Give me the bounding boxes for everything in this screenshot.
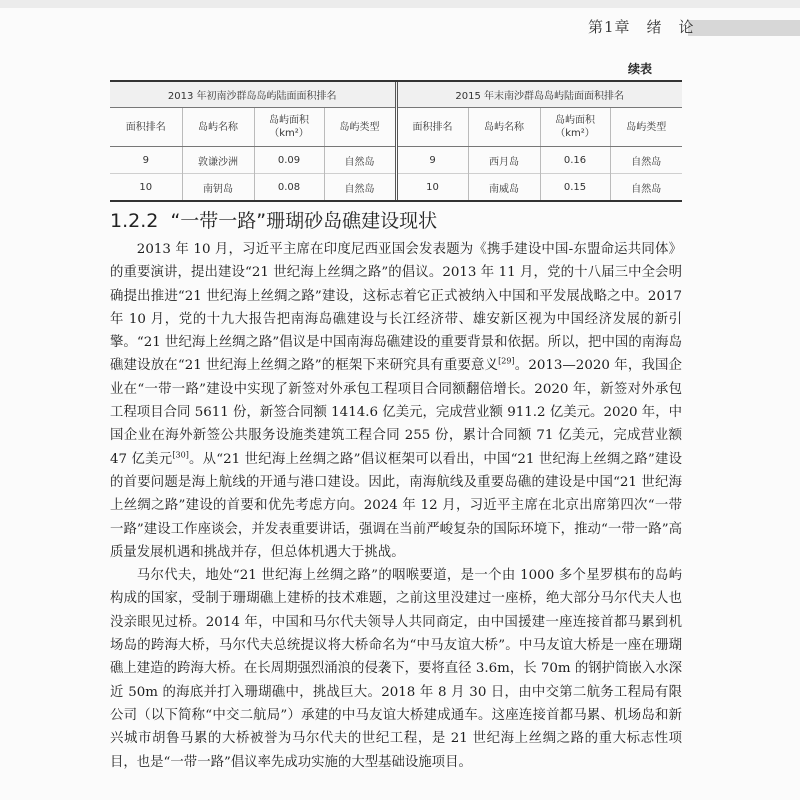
col-header-area-label: 岛屿面积 [269,115,309,126]
cell-left-rank: 10 [110,174,182,201]
body-text [110,238,682,774]
col-header-name: 岛屿名称 [182,108,254,147]
col-header-rank: 面积排名 [110,108,182,147]
table-left-title: 2013 年初南沙群岛岛屿陆面面积排名 [110,82,396,108]
cell-right-name: 南威岛 [468,174,540,201]
cell-right-name: 西月岛 [468,147,540,174]
section-title: “一带一路”珊瑚砂岛礁建设现状 [170,210,438,232]
col-header-name: 岛屿名称 [468,108,540,147]
paragraph-1-text-b: 。2013—2020 年，我国企业在“一带一路”建设中实现了新签对外承包工程项目合同额翻倍增长。2020 年，新签对外承包工程项目合同 5611 份，新签合同额 1414.6 亿美元，完成营业额 911.2 亿美元。2020 年，中国企业在海外新签公共服务设施类建筑工程合同 255 份，累计合同额 71 亿美元，完成营业额 47 亿美元 [110,358,682,467]
island-area-table [110,80,682,202]
cell-left-type: 自然岛 [324,147,396,174]
section-heading [110,206,437,233]
chapter-header: 第1章 绪 论 [588,18,695,36]
page-top-edge [0,0,800,8]
cell-right-rank: 10 [396,174,468,201]
cell-right-area: 0.16 [540,147,610,174]
cell-left-rank: 9 [142,154,149,166]
paragraph-1-text-a: 2013 年 10 月，习近平主席在印度尼西亚国会发表题为《携手建设中国-东盟命运共同体》的重要演讲，提出建设“21 世纪海上丝绸之路”的倡议。2013 年 11 月，党的十八届三中全会明确提出推进“21 世纪海上丝绸之路”建设，这标志着它正式被纳入中国和平发展战略之中。2017 年 10 月，党的十九大报告把南海岛礁建设与长江经济带、雄安新区视为中国经济发展的新引擎。“21 世纪海上丝绸之路”倡议是中国南海岛礁建设的重要背景和依据。所以，把中国的南海岛礁建设放在“21 世纪海上丝绸之路”的框架下来研究具有重要意义 [110,242,682,374]
paragraph-1-text-c: 。从“21 世纪海上丝绸之路”倡议框架可以看出，中国“21 世纪海上丝绸之路”建设的首要问题是海上航线的开通与港口建设。因此，南海航线及重要岛礁的建设是中国“21 世纪海上丝绸之路”建设的首要和优先考虑方向。2024 年 12 月，习近平主席在北京出席第四次“一带一路”建设工作座谈会，并发表重要讲话，强调在当前严峻复杂的国际环境下，推动“一带一路”高质量发展机遇和挑战并存，但总体机遇大于挑战。 [110,451,683,560]
cell-left-area: 0.08 [254,174,324,201]
col-header-type: 岛屿类型 [324,108,396,147]
table-row [110,147,682,174]
col-header-area-label: 岛屿面积 [555,115,595,126]
paragraph-2: 马尔代夫，地处“21 世纪海上丝绸之路”的咽喉要道，是一个由 1000 多个星罗棋布的岛屿构成的国家，受制于珊瑚礁上建桥的技术难题，之前这里没建过一座桥，绝大部分马尔代夫人也没亲眼见过桥。2014 年，中国和马尔代夫领导人共同商定，由中国援建一座连接首都马累到机场岛的跨海大桥，马尔代夫总统提议将大桥命名为“中马友谊大桥”。中马友谊大桥是一座在珊瑚礁上建造的跨海大桥。在长周期强烈涌浪的侵袭下，要将直径 3.6m，长 70m 的钢护筒嵌入水深近 50m 的海底并打入珊瑚礁中，挑战巨大。2018 年 8 月 30 日，由中交第二航务工程局有限公司（以下简称“中交二航局”）承建的中马友谊大桥建成通车。这座连接首都马累、机场岛和新兴城市胡鲁马累的大桥被誉为马尔代夫的世纪工程，是 21 世纪海上丝绸之路的重大标志性项目，也是“一带一路”倡议率先成功实施的大型基础设施项目。 [110,568,682,770]
citation-29: [29] [498,357,515,367]
paragraph-1 [110,238,682,564]
chapter-header-bar [688,20,800,36]
col-header-area-unit: （km²） [269,128,309,139]
section-number: 1.2.2 [110,210,159,232]
cell-right-type: 自然岛 [610,174,682,201]
col-header-rank: 面积排名 [396,108,468,147]
col-header-area [540,108,610,147]
table-continued-label: 续表 [628,62,653,76]
col-header-type: 岛屿类型 [610,108,682,147]
citation-30: [30] [172,450,189,460]
table-row [110,174,682,201]
cell-right-type: 自然岛 [610,147,682,174]
cell-left-name: 敦谦沙洲 [182,147,254,174]
col-header-area [254,108,324,147]
cell-left-area: 0.09 [254,147,324,174]
cell-right-rank: 9 [396,147,468,174]
col-header-area-unit: （km²） [555,128,595,139]
cell-right-area: 0.15 [540,174,610,201]
table-right-title: 2015 年末南沙群岛岛屿陆面面积排名 [396,82,682,108]
cell-left-type: 自然岛 [324,174,396,201]
cell-left-name: 南钥岛 [182,174,254,201]
